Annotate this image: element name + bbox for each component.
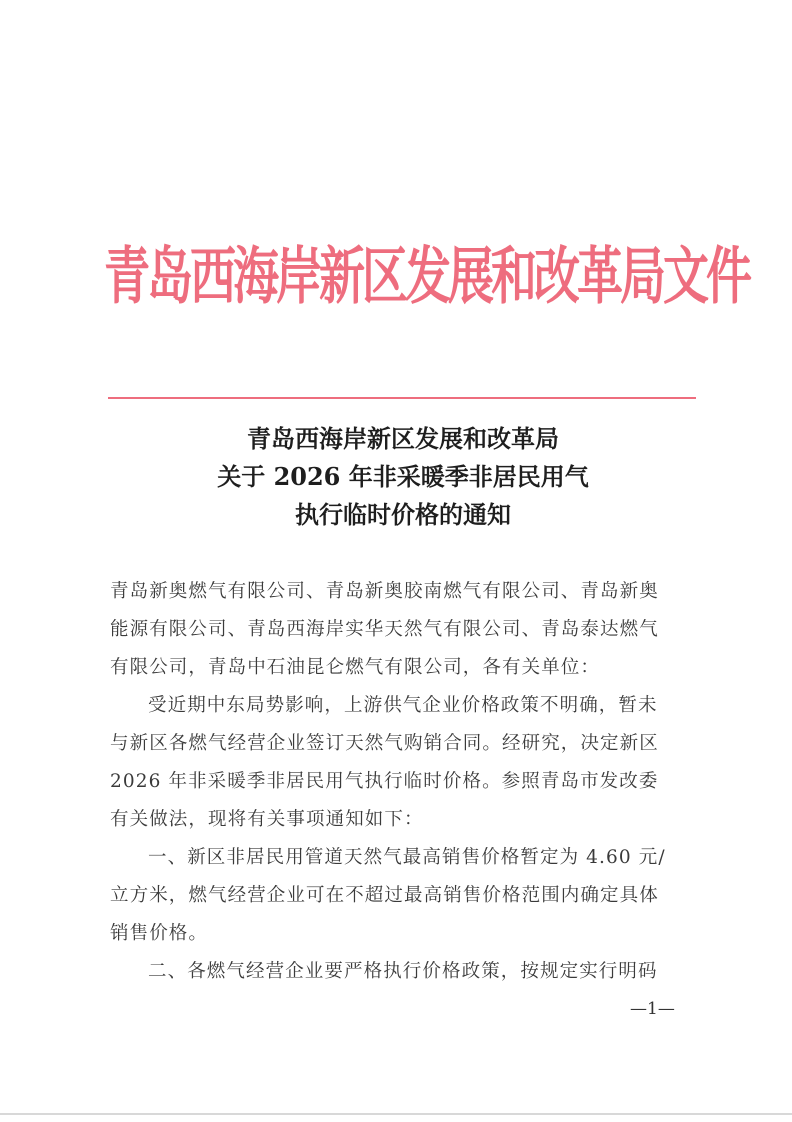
red-divider-line <box>108 397 696 399</box>
document-title <box>110 420 696 534</box>
title-line-1: 青岛西海岸新区发展和改革局 <box>247 424 559 453</box>
document-body <box>110 573 700 991</box>
body-line-9: 立方米，燃气经营企业可在不超过最高销售价格范围内确定具体 <box>110 885 659 906</box>
page-bottom-edge <box>0 1113 792 1115</box>
body-line-6: 2026 年非采暖季非居民用气执行临时价格。参照青岛市发改委 <box>110 771 659 792</box>
body-line-1: 青岛新奥燃气有限公司、青岛新奥胶南燃气有限公司、青岛新奥 <box>110 581 659 602</box>
masthead-title: 青岛西海岸新区发展和改革局文件 <box>104 239 749 313</box>
body-line-7: 有关做法，现将有关事项通知如下： <box>110 809 424 830</box>
body-line-4: 受近期中东局势影响，上游供气企业价格政策不明确，暂未 <box>148 695 658 716</box>
body-line-5: 与新区各燃气经营企业签订天然气购销合同。经研究，决定新区 <box>110 733 659 754</box>
title-line-3: 执行临时价格的通知 <box>295 500 511 529</box>
body-line-8: 一、新区非居民用管道天然气最高销售价格暂定为 4.60 元/ <box>148 847 666 868</box>
page-number: —1— <box>630 999 675 1019</box>
body-line-3: 有限公司，青岛中石油昆仑燃气有限公司，各有关单位： <box>110 657 601 678</box>
body-line-11: 二、各燃气经营企业要严格执行价格政策，按规定实行明码 <box>148 961 658 982</box>
body-line-2: 能源有限公司、青岛西海岸实华天然气有限公司、青岛泰达燃气 <box>110 619 659 640</box>
body-line-10: 销售价格。 <box>110 923 209 944</box>
title-line-2: 关于 2026 年非采暖季非居民用气 <box>217 462 589 491</box>
